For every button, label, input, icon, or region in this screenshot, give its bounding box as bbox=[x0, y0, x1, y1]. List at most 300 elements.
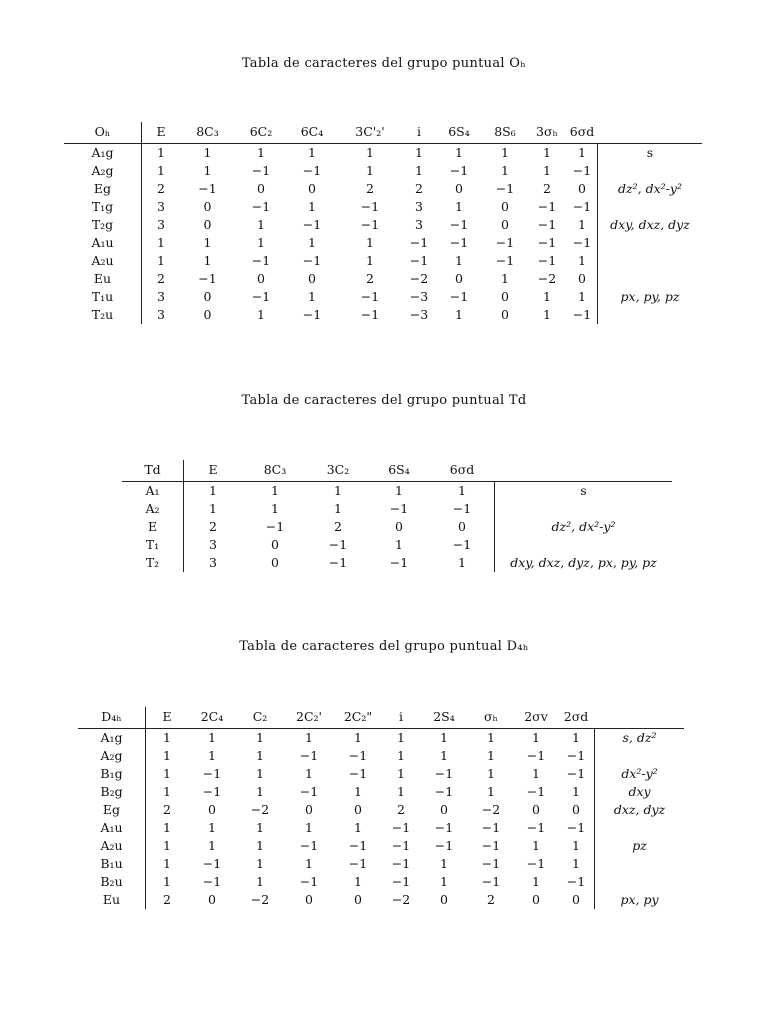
character-value: 3 bbox=[415, 199, 423, 214]
character-value: 1 bbox=[163, 874, 171, 889]
character-value: 1 bbox=[366, 163, 374, 178]
character-value: 3 bbox=[157, 307, 165, 322]
character-value: −1 bbox=[391, 856, 411, 871]
character-value: −2 bbox=[250, 892, 270, 907]
operation-header: 6S₄ bbox=[435, 122, 483, 144]
operation-header: 2σd bbox=[558, 707, 594, 729]
character-value: −1 bbox=[537, 253, 557, 268]
character-value: 1 bbox=[163, 784, 171, 799]
character-table-oh bbox=[64, 122, 702, 324]
character-value: 1 bbox=[578, 217, 586, 232]
irrep-label: A₂u bbox=[78, 837, 146, 855]
title-td: Tabla de caracteres del grupo puntual Td bbox=[241, 393, 527, 408]
character-value: 1 bbox=[256, 874, 264, 889]
character-value: 1 bbox=[257, 235, 265, 250]
character-value: −1 bbox=[526, 820, 546, 835]
character-value: 0 bbox=[271, 537, 279, 552]
character-value: 1 bbox=[501, 271, 509, 286]
character-value: 1 bbox=[572, 730, 580, 745]
character-value: 0 bbox=[203, 217, 212, 232]
character-value: −1 bbox=[481, 874, 501, 889]
irrep-label: A₂ bbox=[122, 500, 184, 518]
irrep-label: T₁u bbox=[64, 288, 142, 306]
character-value: 1 bbox=[397, 766, 405, 781]
character-value: 0 bbox=[257, 271, 265, 286]
character-value: 1 bbox=[397, 730, 405, 745]
basis-functions bbox=[594, 855, 684, 873]
character-value: 1 bbox=[366, 145, 374, 160]
character-value: −1 bbox=[299, 748, 319, 763]
character-value: 2 bbox=[487, 892, 495, 907]
character-value: −1 bbox=[449, 217, 469, 232]
character-value: 1 bbox=[257, 307, 265, 322]
operation-header: 8C₃ bbox=[242, 460, 308, 482]
character-value: 1 bbox=[256, 730, 264, 745]
character-value: −2 bbox=[537, 271, 557, 286]
character-value: −1 bbox=[409, 235, 429, 250]
character-value: 1 bbox=[395, 537, 403, 552]
character-value: 2 bbox=[397, 802, 405, 817]
character-value: 1 bbox=[543, 145, 551, 160]
operation-header: C₂ bbox=[236, 707, 284, 729]
character-value: −1 bbox=[434, 820, 454, 835]
character-value: −1 bbox=[495, 181, 515, 196]
character-value: 0 bbox=[501, 217, 509, 232]
character-value: 0 bbox=[203, 307, 212, 322]
basis-header bbox=[594, 707, 684, 729]
character-value: 1 bbox=[203, 235, 212, 250]
character-value: −1 bbox=[449, 289, 469, 304]
character-value: 1 bbox=[458, 483, 466, 498]
character-value: 3 bbox=[415, 217, 423, 232]
character-value: −1 bbox=[348, 748, 368, 763]
character-value: 1 bbox=[532, 766, 540, 781]
character-value: 2 bbox=[163, 802, 171, 817]
character-value: −1 bbox=[202, 856, 222, 871]
operation-header: 3σₕ bbox=[527, 122, 567, 144]
character-value: −1 bbox=[391, 838, 411, 853]
irrep-label: T₁ bbox=[122, 536, 184, 554]
character-value: 2 bbox=[543, 181, 551, 196]
character-value: 2 bbox=[209, 519, 217, 534]
character-value: −1 bbox=[434, 838, 454, 853]
character-value: 1 bbox=[203, 253, 212, 268]
character-value: −1 bbox=[360, 217, 380, 232]
character-value: 1 bbox=[305, 766, 313, 781]
character-value: 1 bbox=[163, 820, 171, 835]
character-value: 1 bbox=[440, 856, 448, 871]
group-label: Td bbox=[122, 460, 184, 482]
character-value: 1 bbox=[209, 483, 217, 498]
operation-header: E bbox=[146, 707, 188, 729]
character-value: −1 bbox=[328, 555, 348, 570]
character-value: 1 bbox=[440, 730, 448, 745]
character-value: 2 bbox=[366, 271, 374, 286]
character-table-d4h bbox=[78, 707, 684, 909]
character-value: 1 bbox=[366, 235, 374, 250]
character-value: −1 bbox=[409, 253, 429, 268]
character-value: 0 bbox=[203, 289, 212, 304]
character-value: 3 bbox=[157, 289, 165, 304]
character-value: 1 bbox=[532, 838, 540, 853]
character-value: 1 bbox=[572, 784, 580, 799]
character-value: −1 bbox=[302, 253, 322, 268]
operation-header: 2C₂" bbox=[334, 707, 382, 729]
character-value: 0 bbox=[572, 892, 580, 907]
character-value: 1 bbox=[256, 784, 264, 799]
character-value: −1 bbox=[481, 856, 501, 871]
character-value: 1 bbox=[208, 748, 216, 763]
character-value: 3 bbox=[157, 217, 165, 232]
character-value: −1 bbox=[328, 537, 348, 552]
irrep-label: T₂g bbox=[64, 216, 142, 234]
character-value: −1 bbox=[360, 289, 380, 304]
character-value: 1 bbox=[455, 307, 463, 322]
character-value: −1 bbox=[348, 856, 368, 871]
character-value: −1 bbox=[566, 874, 586, 889]
irrep-label: A₁g bbox=[64, 144, 142, 162]
character-value: 0 bbox=[455, 271, 463, 286]
character-value: −1 bbox=[389, 555, 409, 570]
character-table-td bbox=[122, 460, 672, 572]
character-value: 1 bbox=[308, 289, 316, 304]
character-value: −1 bbox=[526, 784, 546, 799]
character-value: −1 bbox=[434, 766, 454, 781]
character-value: 1 bbox=[256, 820, 264, 835]
basis-functions: dz², dx²-y² bbox=[494, 518, 672, 536]
character-value: 1 bbox=[501, 145, 509, 160]
character-value: −1 bbox=[452, 501, 472, 516]
character-value: 0 bbox=[578, 181, 586, 196]
character-value: −1 bbox=[389, 501, 409, 516]
character-value: 1 bbox=[257, 217, 265, 232]
character-value: −1 bbox=[537, 235, 557, 250]
character-value: 0 bbox=[455, 181, 463, 196]
basis-functions bbox=[594, 819, 684, 837]
character-value: −1 bbox=[391, 820, 411, 835]
character-value: −1 bbox=[572, 163, 592, 178]
character-value: 1 bbox=[572, 856, 580, 871]
basis-functions: dx²-y² bbox=[594, 765, 684, 783]
character-value: −1 bbox=[198, 181, 217, 196]
character-value: 1 bbox=[578, 289, 586, 304]
character-value: 2 bbox=[157, 181, 165, 196]
operation-header: σₕ bbox=[468, 707, 514, 729]
character-value: 1 bbox=[256, 748, 264, 763]
irrep-label: Eu bbox=[78, 891, 146, 909]
operation-header: 2C₄ bbox=[188, 707, 236, 729]
character-value: −1 bbox=[572, 199, 592, 214]
character-value: 1 bbox=[458, 555, 466, 570]
character-value: −1 bbox=[481, 820, 501, 835]
basis-header bbox=[597, 122, 702, 144]
character-value: 1 bbox=[163, 856, 171, 871]
character-value: −1 bbox=[198, 271, 217, 286]
character-value: 1 bbox=[395, 483, 403, 498]
character-value: 2 bbox=[366, 181, 374, 196]
irrep-label: A₁u bbox=[64, 234, 142, 252]
character-value: −1 bbox=[299, 874, 319, 889]
basis-functions bbox=[594, 747, 684, 765]
basis-functions bbox=[597, 198, 702, 216]
character-value: −1 bbox=[526, 748, 546, 763]
operation-header: 3C₂ bbox=[308, 460, 368, 482]
basis-functions bbox=[597, 252, 702, 270]
character-value: 1 bbox=[532, 730, 540, 745]
character-value: −1 bbox=[251, 253, 271, 268]
character-value: 0 bbox=[305, 802, 313, 817]
character-value: −1 bbox=[251, 289, 271, 304]
irrep-label: B₁u bbox=[78, 855, 146, 873]
character-value: 1 bbox=[440, 748, 448, 763]
character-value: 0 bbox=[458, 519, 466, 534]
irrep-label: A₁u bbox=[78, 819, 146, 837]
character-value: 1 bbox=[334, 483, 342, 498]
character-value: 0 bbox=[532, 892, 540, 907]
character-value: −1 bbox=[449, 163, 469, 178]
character-value: 1 bbox=[208, 820, 216, 835]
character-value: −1 bbox=[566, 766, 586, 781]
character-value: 1 bbox=[308, 235, 316, 250]
basis-functions bbox=[494, 500, 672, 518]
irrep-label: Eu bbox=[64, 270, 142, 288]
basis-functions bbox=[597, 162, 702, 180]
character-value: 0 bbox=[354, 802, 362, 817]
character-value: −2 bbox=[481, 802, 501, 817]
character-value: −1 bbox=[391, 874, 411, 889]
character-value: 1 bbox=[334, 501, 342, 516]
character-value: 1 bbox=[397, 748, 405, 763]
character-value: 1 bbox=[305, 856, 313, 871]
operation-header: E bbox=[184, 460, 242, 482]
character-value: 1 bbox=[271, 483, 279, 498]
operation-header: 6σd bbox=[567, 122, 597, 144]
character-value: 1 bbox=[455, 199, 463, 214]
character-value: −1 bbox=[566, 820, 586, 835]
character-value: 1 bbox=[209, 501, 217, 516]
character-value: −1 bbox=[302, 217, 322, 232]
character-value: 1 bbox=[572, 838, 580, 853]
operation-header: 2S₄ bbox=[420, 707, 468, 729]
character-value: −2 bbox=[250, 802, 270, 817]
character-value: 1 bbox=[487, 748, 495, 763]
character-value: −2 bbox=[409, 271, 429, 286]
character-value: −1 bbox=[452, 537, 472, 552]
basis-functions: px, py, pz bbox=[597, 288, 702, 306]
basis-functions bbox=[494, 536, 672, 554]
operation-header: 2σv bbox=[514, 707, 558, 729]
character-value: 1 bbox=[487, 784, 495, 799]
character-value: −1 bbox=[348, 766, 368, 781]
character-value: 1 bbox=[256, 838, 264, 853]
character-value: 2 bbox=[163, 892, 171, 907]
irrep-label: B₂g bbox=[78, 783, 146, 801]
irrep-label: B₁g bbox=[78, 765, 146, 783]
character-value: −1 bbox=[302, 307, 322, 322]
character-value: −1 bbox=[202, 874, 222, 889]
irrep-label: T₂u bbox=[64, 306, 142, 324]
character-value: 0 bbox=[501, 289, 509, 304]
character-value: −1 bbox=[537, 199, 557, 214]
character-value: −1 bbox=[495, 235, 515, 250]
operation-header: i bbox=[382, 707, 420, 729]
character-value: 0 bbox=[578, 271, 586, 286]
character-value: −1 bbox=[434, 784, 454, 799]
basis-functions bbox=[594, 873, 684, 891]
character-value: 1 bbox=[543, 289, 551, 304]
character-value: 0 bbox=[208, 802, 216, 817]
character-value: 1 bbox=[163, 748, 171, 763]
character-value: 1 bbox=[354, 784, 362, 799]
irrep-label: E bbox=[122, 518, 184, 536]
character-value: 3 bbox=[209, 537, 217, 552]
character-value: 1 bbox=[308, 199, 316, 214]
character-value: −1 bbox=[251, 163, 271, 178]
group-label: Oₕ bbox=[64, 122, 142, 144]
character-value: 0 bbox=[354, 892, 362, 907]
character-value: −1 bbox=[572, 307, 592, 322]
character-value: 1 bbox=[397, 784, 405, 799]
character-value: −1 bbox=[526, 856, 546, 871]
operation-header: 6S₄ bbox=[368, 460, 430, 482]
character-value: −1 bbox=[265, 519, 285, 534]
basis-header bbox=[494, 460, 672, 482]
character-value: 0 bbox=[501, 307, 509, 322]
character-value: 1 bbox=[487, 730, 495, 745]
character-value: 1 bbox=[501, 163, 509, 178]
character-value: 2 bbox=[334, 519, 342, 534]
character-value: 0 bbox=[257, 181, 265, 196]
irrep-label: A₁g bbox=[78, 729, 146, 747]
character-value: 1 bbox=[543, 163, 551, 178]
character-value: −1 bbox=[449, 235, 469, 250]
operation-header: 6C₂ bbox=[235, 122, 287, 144]
character-value: −1 bbox=[302, 163, 322, 178]
character-value: −3 bbox=[409, 289, 429, 304]
irrep-label: A₂g bbox=[78, 747, 146, 765]
character-value: 1 bbox=[455, 253, 463, 268]
irrep-label: Eg bbox=[64, 180, 142, 198]
character-value: 1 bbox=[305, 820, 313, 835]
character-value: 3 bbox=[157, 199, 165, 214]
character-value: −3 bbox=[409, 307, 429, 322]
character-value: 1 bbox=[271, 501, 279, 516]
character-value: 1 bbox=[415, 145, 423, 160]
operation-header: 2C₂' bbox=[284, 707, 334, 729]
character-value: 1 bbox=[157, 235, 165, 250]
operation-header: E bbox=[142, 122, 180, 144]
operation-header: 8C₃ bbox=[180, 122, 235, 144]
character-value: 1 bbox=[256, 766, 264, 781]
character-value: 1 bbox=[163, 838, 171, 853]
basis-functions: px, py bbox=[594, 891, 684, 909]
irrep-label: A₂u bbox=[64, 252, 142, 270]
character-value: 1 bbox=[163, 766, 171, 781]
irrep-label: Eg bbox=[78, 801, 146, 819]
character-value: 1 bbox=[208, 730, 216, 745]
irrep-label: T₂ bbox=[122, 554, 184, 572]
character-value: 0 bbox=[305, 892, 313, 907]
character-value: −1 bbox=[251, 199, 271, 214]
basis-functions: s bbox=[494, 482, 672, 500]
title-oh: Tabla de caracteres del grupo puntual Oₕ bbox=[241, 56, 527, 71]
character-value: 1 bbox=[157, 145, 165, 160]
basis-functions: dxy, dxz, dyz bbox=[597, 216, 702, 234]
character-value: 1 bbox=[208, 838, 216, 853]
character-value: 1 bbox=[415, 163, 423, 178]
operation-header: 3C'₂' bbox=[337, 122, 403, 144]
operation-header: 6σd bbox=[430, 460, 494, 482]
character-value: 0 bbox=[308, 271, 316, 286]
basis-functions: pz bbox=[594, 837, 684, 855]
character-value: −1 bbox=[495, 253, 515, 268]
character-value: 1 bbox=[440, 874, 448, 889]
character-value: −1 bbox=[360, 307, 380, 322]
character-value: 1 bbox=[203, 145, 212, 160]
character-value: −1 bbox=[202, 766, 222, 781]
character-value: −1 bbox=[537, 217, 557, 232]
character-value: 1 bbox=[354, 874, 362, 889]
character-value: 1 bbox=[543, 307, 551, 322]
character-value: 1 bbox=[257, 145, 265, 160]
character-value: 2 bbox=[415, 181, 423, 196]
irrep-label: A₁ bbox=[122, 482, 184, 500]
character-value: 1 bbox=[366, 253, 374, 268]
irrep-label: T₁g bbox=[64, 198, 142, 216]
character-value: 1 bbox=[532, 874, 540, 889]
group-label: D₄ₕ bbox=[78, 707, 146, 729]
basis-functions: s, dz² bbox=[594, 729, 684, 747]
character-value: 1 bbox=[354, 730, 362, 745]
character-value: 3 bbox=[209, 555, 217, 570]
character-value: 0 bbox=[203, 199, 212, 214]
character-value: 1 bbox=[157, 253, 165, 268]
operation-header: i bbox=[403, 122, 435, 144]
character-value: −1 bbox=[360, 199, 380, 214]
character-value: −1 bbox=[572, 235, 592, 250]
basis-functions bbox=[597, 270, 702, 288]
character-value: 1 bbox=[578, 253, 586, 268]
character-value: 0 bbox=[440, 892, 448, 907]
character-value: 0 bbox=[395, 519, 403, 534]
character-value: −1 bbox=[299, 784, 319, 799]
basis-functions bbox=[597, 234, 702, 252]
character-value: 1 bbox=[354, 820, 362, 835]
character-value: 0 bbox=[501, 199, 509, 214]
character-value: −1 bbox=[481, 838, 501, 853]
character-value: 1 bbox=[455, 145, 463, 160]
basis-functions: dz², dx²-y² bbox=[597, 180, 702, 198]
character-value: −1 bbox=[348, 838, 368, 853]
operation-header: 8S₆ bbox=[483, 122, 527, 144]
character-value: −2 bbox=[391, 892, 411, 907]
character-value: 1 bbox=[578, 145, 586, 160]
basis-functions: s bbox=[597, 144, 702, 162]
title-d4h: Tabla de caracteres del grupo puntual D₄ₕ bbox=[239, 639, 529, 654]
character-value: 1 bbox=[163, 730, 171, 745]
character-value: 1 bbox=[256, 856, 264, 871]
character-value: 0 bbox=[440, 802, 448, 817]
character-value: 1 bbox=[305, 730, 313, 745]
basis-functions: dxy bbox=[594, 783, 684, 801]
character-value: 0 bbox=[572, 802, 580, 817]
character-value: 1 bbox=[203, 163, 212, 178]
character-value: −1 bbox=[299, 838, 319, 853]
character-value: −1 bbox=[566, 748, 586, 763]
character-value: 0 bbox=[532, 802, 540, 817]
character-value: 2 bbox=[157, 271, 165, 286]
character-value: 0 bbox=[308, 181, 316, 196]
